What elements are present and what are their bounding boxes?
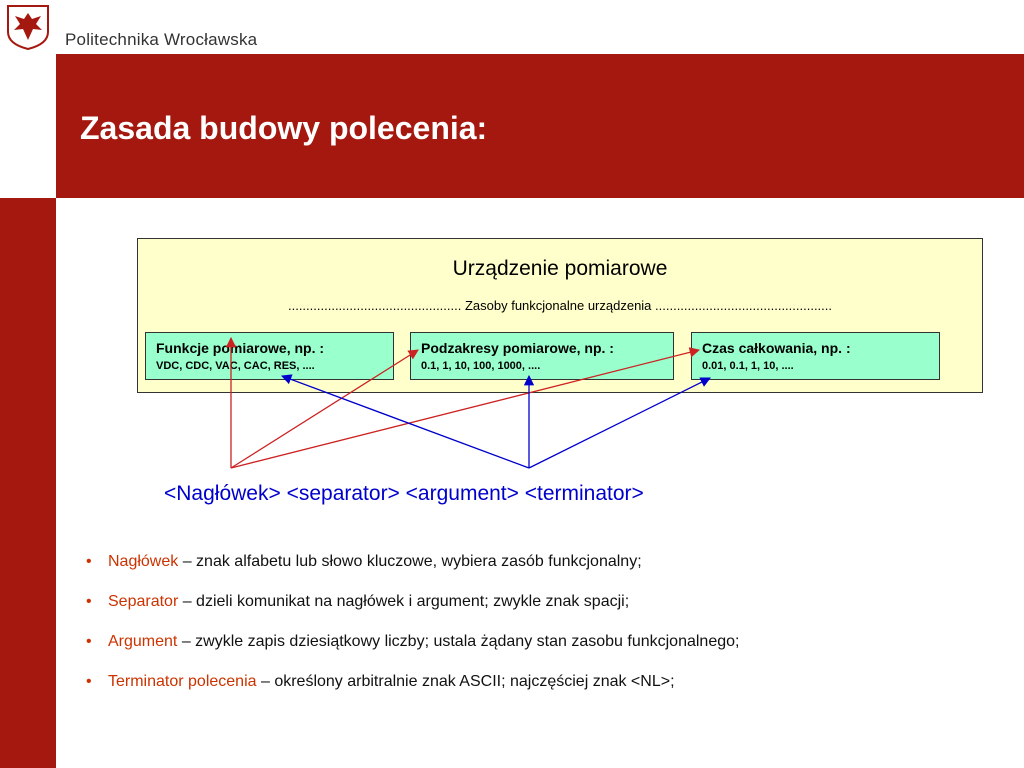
function-box-values: 0.01, 0.1, 1, 10, .... [702, 360, 794, 372]
list-item [86, 633, 739, 673]
arrow-argument-to-integration [529, 378, 710, 468]
term-argument: Argument [108, 633, 178, 650]
function-box-title: Podzakresy pomiarowe, np. : [421, 340, 614, 356]
term-description: – określony arbitralnie znak ASCII; najczęściej znak <NL>; [256, 673, 675, 690]
functional-resources-caption: ................................................ Zasoby funkcjonalne urządzenia ................................................. [287, 298, 833, 313]
command-syntax: <Nagłówek> <separator> <argument> <terminator> [164, 482, 644, 505]
term-description: – dzieli komunikat na nagłówek i argument; zwykle znak spacji; [178, 593, 630, 610]
arrow-header-to-integration [231, 350, 699, 468]
argument-arrows [282, 376, 710, 468]
definition-list [86, 553, 739, 713]
list-item [86, 553, 739, 593]
function-box-values: 0.1, 1, 10, 100, 1000, .... [421, 360, 541, 372]
term-separator: Separator [108, 593, 179, 610]
function-box-title: Funkcje pomiarowe, np. : [156, 340, 325, 356]
device-title: Urządzenie pomiarowe [452, 257, 668, 280]
term-description: – zwykle zapis dziesiątkowy liczby; ustala żądany stan zasobu funkcjonalnego; [177, 633, 740, 650]
list-item [86, 673, 739, 713]
slide-title: Zasada budowy polecenia: [80, 110, 488, 146]
header-arrows [231, 338, 699, 468]
arrow-header-to-ranges [231, 350, 418, 468]
term-terminator: Terminator polecenia [108, 673, 257, 690]
term-description: – znak alfabetu lub słowo kluczowe, wybiera zasób funkcjonalny; [178, 553, 642, 570]
function-box-values: VDC, CDC, VAC, CAC, RES, .... [156, 360, 315, 372]
arrow-argument-to-functions [282, 376, 529, 468]
university-name: Politechnika Wrocławska [65, 30, 258, 49]
term-header: Nagłówek [108, 553, 179, 570]
list-item [86, 593, 739, 633]
function-box-title: Czas całkowania, np. : [702, 340, 851, 356]
